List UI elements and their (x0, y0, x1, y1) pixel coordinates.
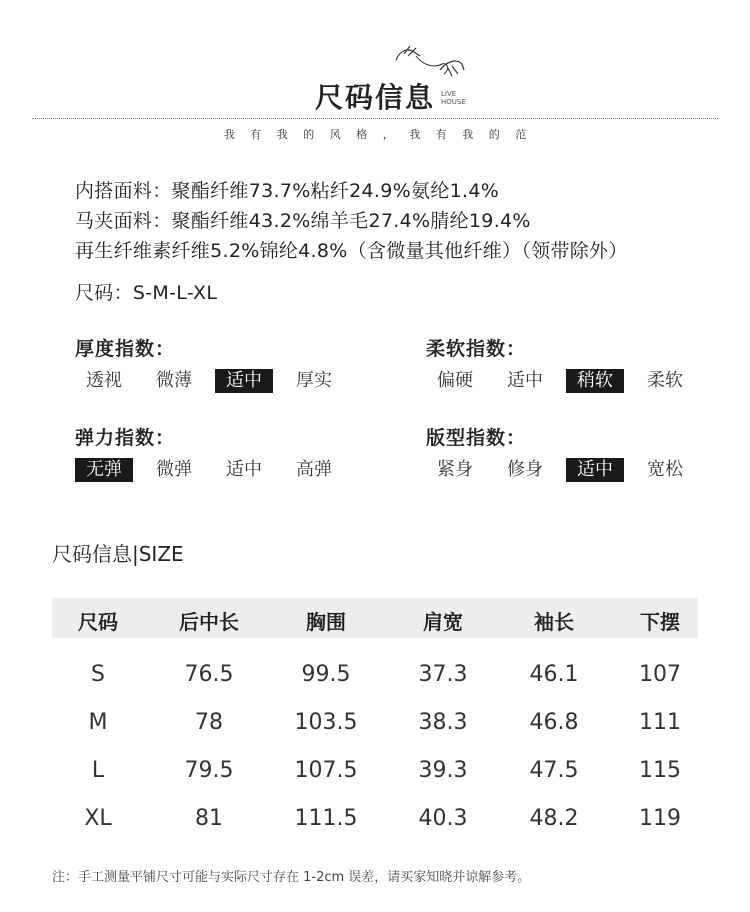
index-fit (426, 423, 706, 482)
slogan-char: 有 (250, 128, 262, 141)
slogan-char: 风 (329, 128, 341, 141)
material-line-extra: 再生纤维素纤维5.2%锦纶4.8%（含微量其他纤维）（领带除外） (75, 240, 628, 262)
index-elasticity (75, 423, 355, 482)
table-cell: 38.3 (418, 710, 468, 735)
table-header-cell: 后中长 (179, 610, 239, 634)
slogan-char: 的 (488, 128, 500, 141)
index-option-selected: 无弹 (75, 458, 133, 482)
index-option: 微薄 (156, 370, 192, 391)
brand-mark (441, 90, 466, 106)
table-cell: 76.5 (184, 662, 234, 687)
table-cell: XL (84, 806, 112, 831)
table-cell: 99.5 (301, 662, 351, 687)
slogan-char: 的 (303, 128, 315, 141)
index-softness (426, 334, 706, 393)
index-title: 柔软指数： (426, 338, 527, 360)
table-cell: 39.3 (418, 758, 468, 783)
table-cell: 119 (639, 806, 681, 831)
index-option: 适中 (507, 370, 543, 391)
index-option: 适中 (226, 459, 262, 480)
slogan-char: ， (382, 128, 394, 141)
index-option: 修身 (507, 459, 543, 480)
table-cell: 47.5 (529, 758, 579, 783)
index-option-selected: 适中 (215, 369, 273, 393)
page-title (0, 76, 750, 116)
slogan-char: 格 (356, 128, 368, 141)
table-cell: 48.2 (529, 806, 579, 831)
table-cell: 78 (195, 710, 223, 735)
table-cell: 107 (639, 662, 681, 687)
index-options (426, 458, 706, 482)
brand-line-2: HOUSE (441, 98, 466, 106)
table-cell: 37.3 (418, 662, 468, 687)
page-title-text: 尺码信息 (314, 81, 435, 114)
slogan-char: 范 (515, 128, 527, 141)
slogan-char: 我 (409, 128, 421, 141)
brand-line-1: LIVE (441, 90, 457, 98)
slogan-char: 我 (223, 128, 235, 141)
table-cell: 107.5 (294, 758, 358, 783)
slogan-char: 有 (435, 128, 447, 141)
slogan (0, 126, 750, 142)
index-option-selected: 适中 (566, 458, 624, 482)
index-title: 弹力指数： (75, 427, 176, 449)
index-options (75, 458, 355, 482)
table-cell: L (91, 758, 105, 783)
table-header-cell: 尺码 (78, 610, 118, 634)
slogan-char: 我 (462, 128, 474, 141)
table-cell: 81 (195, 806, 223, 831)
index-option-selected: 稍软 (566, 369, 624, 393)
size-range: 尺码：S-M-L-XL (75, 282, 218, 304)
index-option: 高弹 (296, 459, 332, 480)
index-thickness (75, 334, 355, 393)
index-option: 厚实 (296, 370, 332, 391)
dotted-divider (32, 118, 718, 119)
table-header-cell: 袖长 (534, 610, 574, 634)
table-cell: M (88, 710, 108, 735)
index-option: 紧身 (437, 459, 473, 480)
table-cell: 46.8 (529, 710, 579, 735)
size-section-heading: 尺码信息|SIZE (52, 542, 184, 566)
index-option: 微弹 (156, 459, 192, 480)
table-cell: 79.5 (184, 758, 234, 783)
measurement-note: 注：手工测量平铺尺寸可能与实际尺寸存在 1-2cm 误差，请买家知晓并谅解参考。 (52, 870, 531, 885)
index-title: 厚度指数： (75, 338, 176, 360)
index-option: 柔软 (647, 370, 683, 391)
index-title: 版型指数： (426, 427, 527, 449)
index-option: 宽松 (647, 459, 683, 480)
index-options (75, 369, 355, 393)
table-cell: 46.1 (529, 662, 579, 687)
table-cell: 103.5 (294, 710, 358, 735)
slogan-char: 我 (276, 128, 288, 141)
table-cell: 111.5 (294, 806, 358, 831)
material-line-vest: 马夹面料：聚酯纤维43.2%绵羊毛27.4%腈纶19.4% (75, 210, 531, 232)
index-option: 透视 (86, 370, 122, 391)
table-header-cell: 胸围 (306, 610, 346, 634)
table-header-bar (52, 598, 698, 638)
table-cell: 115 (639, 758, 681, 783)
material-line-inner: 内搭面料：聚酯纤维73.7%粘纤24.9%氨纶1.4% (75, 180, 500, 202)
table-cell: 111 (639, 710, 681, 735)
index-options (426, 369, 706, 393)
table-cell: 40.3 (418, 806, 468, 831)
table-cell: S (91, 662, 105, 687)
index-option: 偏硬 (437, 370, 473, 391)
table-header-cell: 肩宽 (423, 610, 463, 634)
table-header-cell: 下摆 (640, 610, 680, 634)
